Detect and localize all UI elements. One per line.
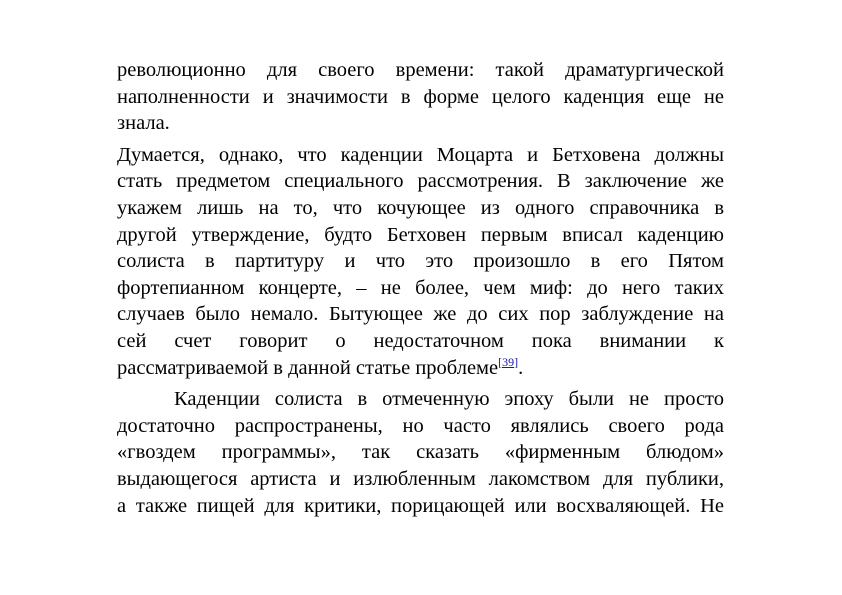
- text-line: Каденции солиста в отмеченную эпоху были не просто: [174, 388, 724, 411]
- text-line: достаточно распространены, но часто являлись своего рода: [117, 414, 724, 437]
- paragraph-2: [117, 142, 724, 381]
- text-line: «гвоздем программы», так сказать «фирменным блюдом»: [117, 441, 724, 464]
- text-fragment: .: [518, 356, 524, 379]
- text-line: фортепианном концерте, – не более, чем миф: до него таких: [117, 276, 724, 299]
- footnote-link[interactable]: [39]: [498, 354, 519, 369]
- text-line: [117, 355, 724, 382]
- text-line: другой утверждение, будто Бетховен первым вписал каденцию: [117, 223, 724, 246]
- text-line: случаев было немало. Бытующее же до сих пор заблуждение на: [117, 303, 724, 326]
- text-line: выдающегося артиста и излюбленным лакомством для публики,: [117, 467, 724, 490]
- text-line: укажем лишь на то, что кочующее из одного справочника в: [117, 196, 724, 219]
- text-line: знала.: [117, 112, 170, 135]
- text-fragment: рассматриваемой в данной статье проблеме: [117, 356, 499, 379]
- paragraph-1: [117, 57, 724, 137]
- text-line: сей счет говорит о недостаточном пока внимании к: [117, 329, 724, 352]
- text-line: солиста в партитуру и что это произошло в его Пятом: [117, 250, 724, 273]
- document-page: [117, 57, 724, 519]
- text-line: наполненности и значимости в форме целого каденция еще не: [117, 85, 724, 108]
- paragraph-3: [117, 386, 724, 519]
- text-line: революционно для своего времени: такой драматургической: [117, 59, 724, 81]
- text-line: Думается, однако, что каденции Моцарта и Бетховена должны: [117, 143, 724, 166]
- text-line: а также пищей для критики, порицающей или восхваляющей. Не: [117, 494, 724, 517]
- text-line: стать предметом специального рассмотрения. В заключение же: [117, 170, 724, 193]
